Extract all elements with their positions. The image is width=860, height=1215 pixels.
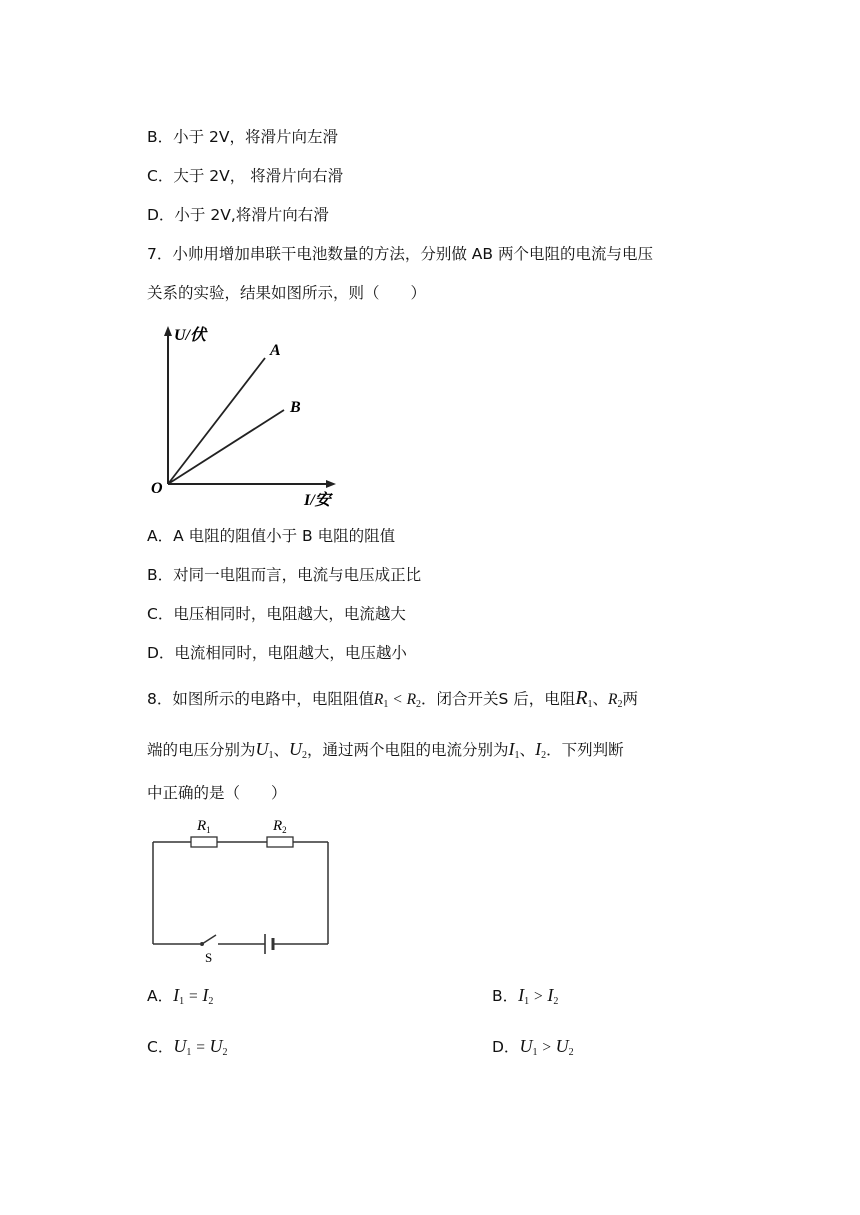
q7-ui-graph <box>148 322 348 512</box>
y-axis-label: U/伏 <box>174 327 207 344</box>
line-a-label: A <box>270 342 281 359</box>
q6-option-c: C．大于 2V， 将滑片向右滑 <box>147 167 344 185</box>
q7-option-b: B．对同一电阻而言，电流与电压成正比 <box>147 566 422 584</box>
r1-label: $R_1$ <box>197 818 211 835</box>
q7-stem-line1: 7．小帅用增加串联干电池数量的方法，分别做 AB 两个电阻的电流与电压 <box>147 245 653 263</box>
origin-label: O <box>151 480 163 497</box>
q8-stem-line2: 端的电压分别为$U_1$、$U_2$，通过两个电阻的电流分别为$I_1$、$I_2$．下列判断 <box>147 739 624 761</box>
q6-option-b: B．小于 2V，将滑片向左滑 <box>147 128 339 146</box>
q8-option-d: D．$U_1 > U_2$ <box>492 1036 574 1058</box>
resistor-r1 <box>191 837 217 847</box>
q8-circuit-diagram <box>148 812 334 964</box>
q6-option-d: D．小于 2V,将滑片向右滑 <box>147 206 329 224</box>
q8-option-b: B．$I_1 > I_2$ <box>492 985 559 1007</box>
q7-stem-line2: 关系的实验，结果如图所示，则（ ） <box>147 284 427 302</box>
resistor-r2 <box>267 837 293 847</box>
r2-label: $R_2$ <box>273 818 287 835</box>
q8-stem-line1: 8．如图所示的电路中，电阻阻值$R_1 < R_2$．闭合开关S 后，电阻$R_1$、$R_2$两 <box>147 687 639 710</box>
q7-option-c: C．电压相同时，电阻越大，电流越大 <box>147 605 406 623</box>
q8-option-c: C．$U_1 = U_2$ <box>147 1036 228 1058</box>
x-axis-label: I/安 <box>304 492 331 509</box>
q7-option-d: D．电流相同时，电阻越大，电压越小 <box>147 644 407 662</box>
q7-option-a: A．A 电阻的阻值小于 B 电阻的阻值 <box>147 527 396 545</box>
line-b-label: B <box>290 399 301 416</box>
switch-label: S <box>205 950 213 964</box>
q8-option-a: A．$I_1 = I_2$ <box>147 985 214 1007</box>
q8-stem-line3: 中正确的是（ ） <box>147 784 287 802</box>
switch-s <box>202 935 216 944</box>
